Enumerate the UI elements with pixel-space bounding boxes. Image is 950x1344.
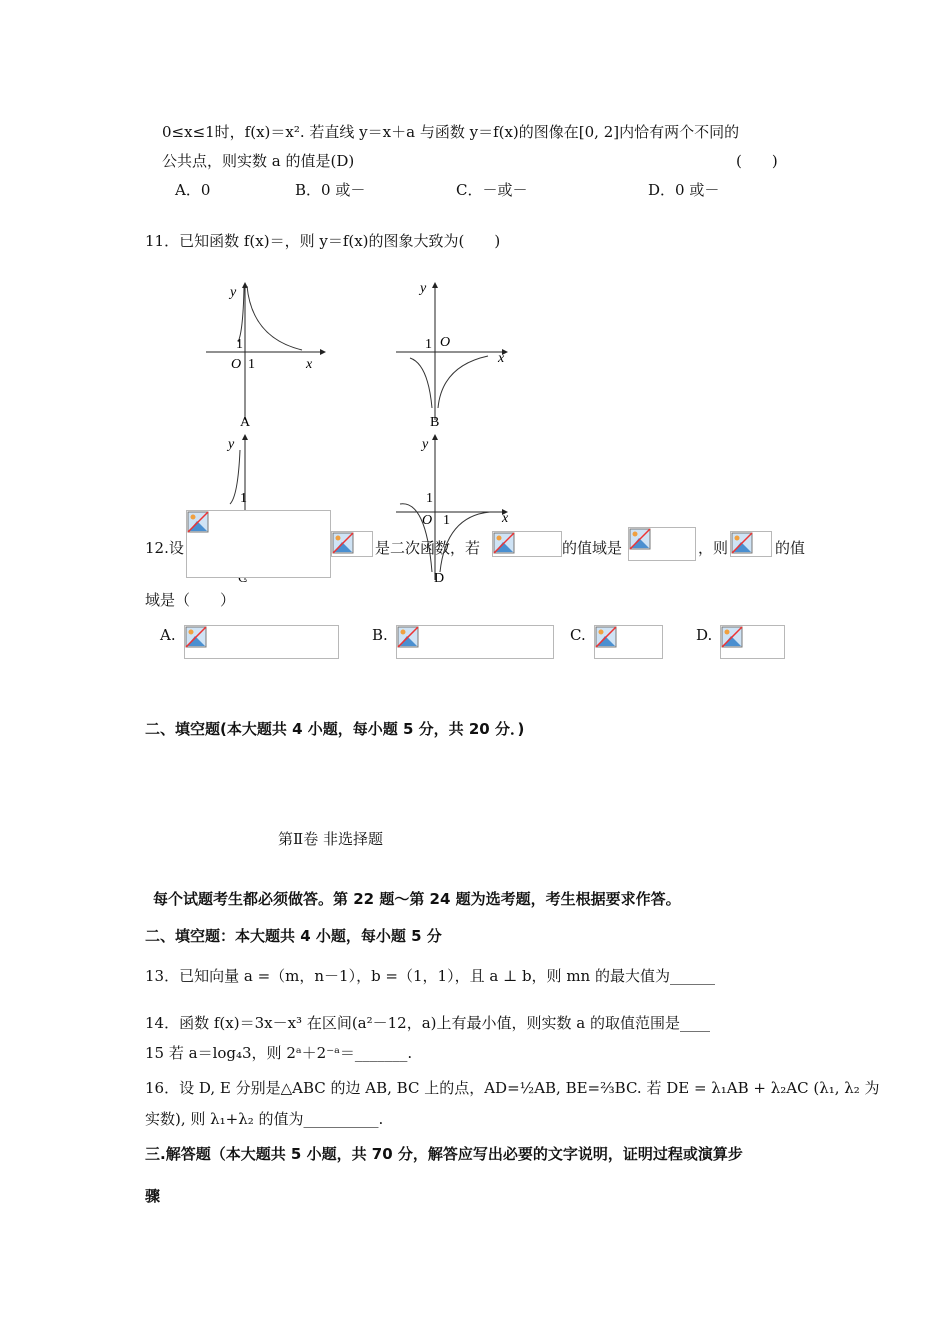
graph-d-one-x: 1: [443, 513, 450, 528]
section-heading-fill-in: 二、填空题(本大题共 4 小题，每小题 5 分，共 20 分．): [145, 720, 525, 738]
q12-option-c: C.: [570, 626, 586, 644]
broken-image-icon: [628, 527, 696, 561]
graph-a-y-label: y: [230, 285, 237, 300]
graph-a-label: A: [240, 415, 251, 430]
graph-c-y-label: y: [228, 437, 235, 452]
q12-option-b: B.: [372, 626, 388, 644]
broken-image-icon: [331, 531, 373, 557]
q13: 13．已知向量 a =（m，n－1），b =（1，1），且 a ⊥ b，则 mn 的最大值为______: [145, 967, 715, 985]
part2-title: 第Ⅱ卷 非选择题: [278, 830, 383, 848]
graph-d: [390, 432, 520, 584]
broken-image-icon: [720, 625, 785, 659]
section-heading-solutions-cont: 骤: [145, 1187, 161, 1205]
broken-image-icon: [730, 531, 772, 557]
q12-mid4: 的值: [775, 539, 806, 557]
graph-a-origin: O: [231, 357, 242, 372]
graph-c-one-y: 1: [240, 491, 247, 506]
q12-mid2: 的值域是: [562, 539, 623, 557]
graph-b-y-label: y: [420, 281, 427, 296]
q16-line2: 实数), 则 λ₁+λ₂ 的值为__________.: [145, 1110, 384, 1128]
broken-image-icon: [186, 510, 331, 578]
graph-d-x-label: x: [502, 511, 509, 526]
q11-stem: 11．已知函数 f(x)＝，则 y＝f(x)的图象大致为( ): [145, 232, 501, 250]
graph-d-label: D: [434, 571, 445, 584]
q14: 14．函数 f(x)＝3x－x³ 在区间(a²－12，a)上有最小值，则实数 a 的取值范围是____: [145, 1014, 710, 1032]
graph-b-origin: O: [440, 335, 451, 350]
broken-image-icon: [492, 531, 562, 557]
instructions: 每个试题考生都必须做答。第 22 题～第 24 题为选考题，考生根据要求作答。: [153, 890, 681, 908]
graph-a-one-x: 1: [248, 357, 255, 372]
graph-a-one-y: 1: [236, 337, 243, 352]
broken-image-icon: [184, 625, 339, 659]
section-heading-solutions: 三.解答题（本大题共 5 小题，共 70 分，解答应写出必要的文字说明，证明过程或演算步: [145, 1145, 743, 1163]
graph-d-one-y: 1: [426, 491, 433, 506]
broken-image-icon: [396, 625, 554, 659]
q10-option-b: B．0 或－: [295, 181, 366, 199]
graph-a: [200, 280, 330, 430]
q10-option-d: D．0 或－: [648, 181, 720, 199]
graph-d-y-label: y: [422, 437, 429, 452]
q12-option-a: A.: [160, 626, 176, 644]
graph-b-x-label: x: [498, 351, 505, 366]
q12-prefix: 12.设: [145, 539, 184, 557]
q10-line2: 公共点，则实数 a 的值是(D): [162, 152, 355, 170]
q10-option-c: C．－或－: [456, 181, 528, 199]
graph-a-x-label: x: [306, 357, 313, 372]
q12-mid1: 是二次函数，若: [375, 539, 481, 557]
graph-b-one-y: 1: [425, 337, 432, 352]
q15: 15 若 a＝log₄3，则 2ᵃ＋2⁻ᵃ＝_______.: [145, 1044, 413, 1062]
q12-option-d: D.: [696, 626, 713, 644]
graph-b: [390, 280, 520, 430]
graph-b-label: B: [430, 415, 440, 430]
q10-answer-paren: ( ): [736, 152, 778, 170]
q12-line2: 域是（ ）: [145, 591, 236, 609]
broken-image-icon: [594, 625, 663, 659]
q10-option-a: A．0: [175, 181, 211, 199]
section-heading-fill-in-2: 二、填空题：本大题共 4 小题，每小题 5 分: [145, 927, 442, 945]
q12-mid3: ，则: [698, 539, 729, 557]
graph-d-origin: O: [422, 513, 433, 528]
q10-line1: 0≤x≤1时，f(x)＝x². 若直线 y＝x＋a 与函数 y＝f(x)的图像在[0, 2]内恰有两个不同的: [162, 123, 740, 141]
q16-line1: 16．设 D, E 分别是△ABC 的边 AB, BC 上的点，AD=½AB, BE=⅔BC. 若 DE = λ₁AB + λ₂AC (λ₁, λ₂ 为: [145, 1079, 880, 1097]
